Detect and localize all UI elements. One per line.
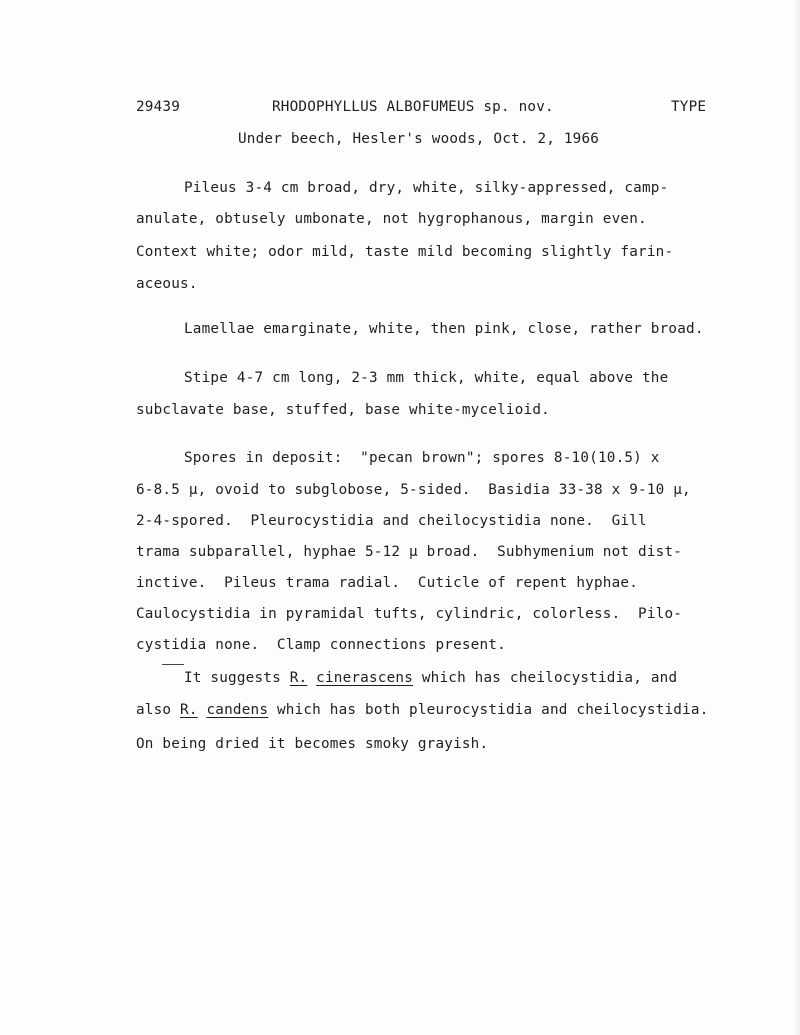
pileus-line-3: Context white; odor mild, taste mild becoming slightly farin- (136, 244, 674, 260)
lamellae-line: Lamellae emarginate, white, then pink, close, rather broad. (184, 321, 704, 337)
page-edge-shadow (794, 0, 800, 1035)
spores-line-5: inctive. Pileus trama radial. Cuticle of repent hyphae. (136, 575, 639, 591)
genus-abbrev: R. (180, 702, 198, 718)
spores-line-7: cystidia none. Clamp connections present. (136, 637, 506, 653)
stipe-line-1: Stipe 4-7 cm long, 2-3 mm thick, white, equal above the (184, 370, 669, 386)
spores-line-4: trama subparallel, hyphae 5-12 µ broad. Subhymenium not dist- (136, 544, 683, 560)
spores-line-3: 2-4-spored. Pleurocystidia and cheilocystidia none. Gill (136, 513, 647, 529)
spores-line-2: 6-8.5 µ, ovoid to subglobose, 5-sided. Basidia 33-38 x 9-10 µ, (136, 482, 691, 498)
stipe-line-2: subclavate base, stuffed, base white-mycelioid. (136, 402, 550, 418)
comparison-text: It suggests (184, 670, 290, 686)
comparison-line-2 (136, 701, 709, 719)
species-name: cinerascens (316, 670, 414, 686)
comparison-line-1 (184, 669, 677, 687)
comparison-line-3: On being dried it becomes smoky grayish. (136, 736, 489, 752)
specimen-number: 29439 (136, 99, 181, 115)
genus-abbrev: R. (289, 670, 308, 686)
spores-line-6: Caulocystidia in pyramidal tufts, cylindric, colorless. Pilo- (136, 606, 683, 622)
spores-line-1: Spores in deposit: "pecan brown"; spores 8-10(10.5) x (184, 450, 660, 466)
pileus-line-1: Pileus 3-4 cm broad, dry, white, silky-appressed, camp- (184, 180, 669, 196)
collection-subtitle: Under beech, Hesler's woods, Oct. 2, 1966 (238, 131, 600, 147)
pencil-mark (162, 664, 184, 665)
comparison-text: which has both pleurocystidia and cheilocystidia. (268, 702, 709, 718)
type-label: TYPE (671, 99, 707, 115)
pileus-line-2: anulate, obtusely umbonate, not hygrophanous, margin even. (136, 211, 647, 227)
pileus-line-4: aceous. (136, 276, 198, 292)
comparison-text: also (136, 702, 181, 718)
species-name: candens (206, 702, 269, 718)
comparison-text: which has cheilocystidia, and (413, 670, 678, 686)
species-title: RHODOPHYLLUS ALBOFUMEUS sp. nov. (272, 99, 554, 115)
